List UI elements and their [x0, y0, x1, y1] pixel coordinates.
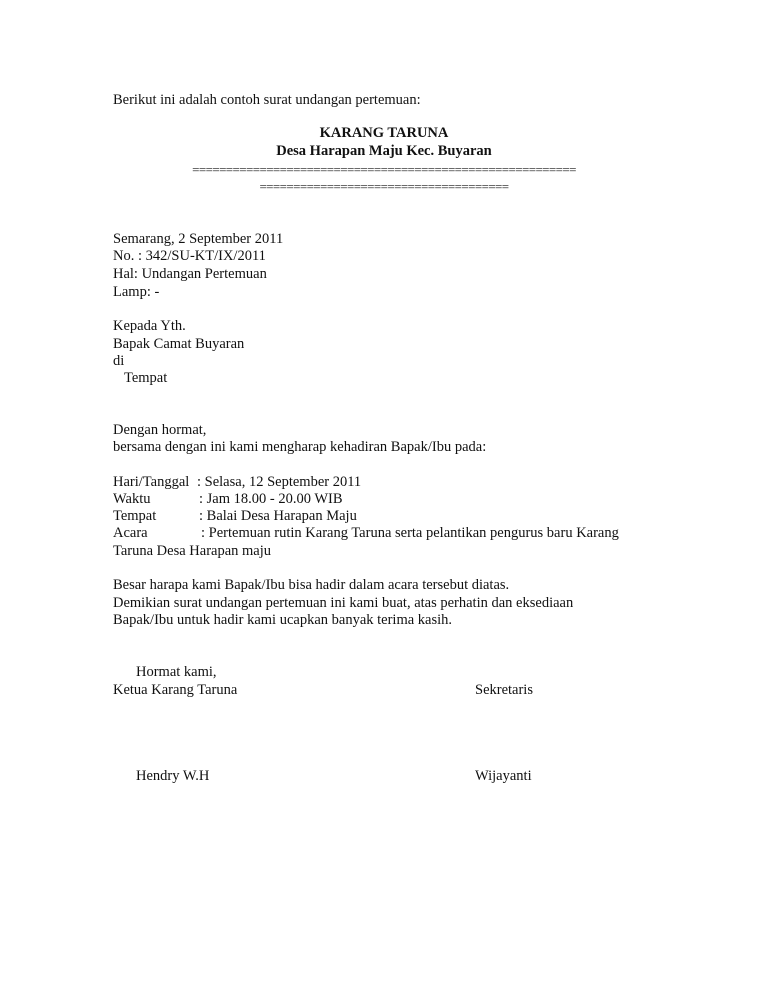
left-signatory-name: Hendry W.H	[136, 768, 210, 784]
closing-line-1: Besar harapa kami Bapak/Ibu bisa hadir dalam acara tersebut diatas.	[113, 577, 510, 593]
closing-line-2: Demikian surat undangan pertemuan ini kami buat, atas perhatin dan eksediaan	[113, 595, 574, 611]
separator-line-2: =====================================	[259, 179, 509, 194]
letter-subject: Hal: Undangan Pertemuan	[113, 266, 267, 282]
event-continuation: Taruna Desa Harapan maju	[113, 543, 272, 559]
detail-row-place	[113, 507, 357, 525]
letter-attachment: Lamp: -	[113, 284, 160, 300]
recipient-place: Tempat	[124, 370, 168, 386]
right-signatory-name: Wijayanti	[475, 768, 532, 784]
detail-value: : Pertemuan rutin Karang Taruna serta pelantikan pengurus baru Karang	[201, 525, 619, 541]
place-date: Semarang, 2 September 2011	[113, 231, 284, 247]
closing-line-3: Bapak/Ibu untuk hadir kami ucapkan banyak terima kasih.	[113, 612, 453, 628]
opening-line: bersama dengan ini kami mengharap kehadiran Bapak/Ibu pada:	[113, 439, 487, 455]
detail-value: : Selasa, 12 September 2011	[197, 474, 362, 490]
detail-label: Hari/Tanggal	[113, 474, 190, 490]
detail-value: : Balai Desa Harapan Maju	[199, 508, 357, 524]
right-signatory-title: Sekretaris	[475, 682, 533, 698]
recipient-name: Bapak Camat Buyaran	[113, 336, 245, 352]
detail-value: : Jam 18.00 - 20.00 WIB	[199, 491, 343, 507]
detail-label: Waktu	[113, 491, 151, 507]
letter-number: No. : 342/SU-KT/IX/2011	[113, 248, 266, 264]
detail-row-time	[113, 490, 343, 508]
detail-label: Acara	[113, 525, 148, 541]
org-address: Desa Harapan Maju Kec. Buyaran	[276, 143, 492, 159]
recipient-salutation: Kepada Yth.	[113, 318, 186, 334]
separator-line-1: =========================================================	[192, 162, 576, 177]
org-name: KARANG TARUNA	[319, 125, 449, 141]
intro-text: Berikut ini adalah contoh surat undangan pertemuan:	[113, 92, 421, 108]
detail-row-date	[113, 473, 361, 491]
detail-label: Tempat	[113, 508, 157, 524]
detail-row-event	[113, 524, 619, 542]
regards: Hormat kami,	[136, 664, 217, 680]
recipient-di: di	[113, 353, 125, 369]
left-signatory-title: Ketua Karang Taruna	[113, 682, 238, 698]
greeting: Dengan hormat,	[113, 422, 207, 438]
